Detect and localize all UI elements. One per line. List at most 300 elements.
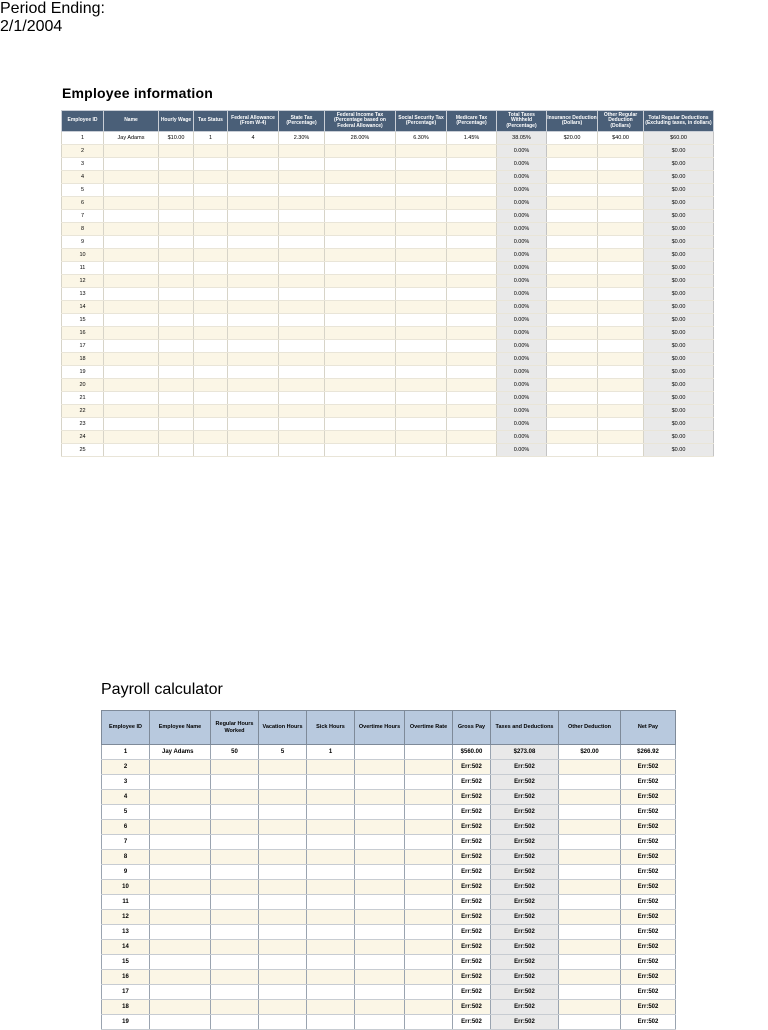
cell-overtime-hours[interactable] [355, 790, 405, 805]
cell-hourly-wage[interactable] [159, 145, 194, 158]
cell-social-security-tax[interactable] [396, 223, 447, 236]
cell-social-security-tax[interactable] [396, 171, 447, 184]
cell-federal-income-tax[interactable] [325, 223, 396, 236]
cell-insurance-deduction[interactable] [547, 366, 598, 379]
cell-sick-hours[interactable] [307, 925, 355, 940]
cell-other-deduction[interactable] [559, 865, 621, 880]
cell-social-security-tax[interactable] [396, 340, 447, 353]
cell-overtime-rate[interactable] [405, 790, 453, 805]
cell-employee-id[interactable]: 8 [102, 850, 150, 865]
cell-tax-status[interactable] [194, 340, 228, 353]
cell-federal-allowance[interactable] [228, 314, 279, 327]
cell-other-deduction[interactable] [559, 910, 621, 925]
cell-name[interactable]: Jay Adams [104, 132, 159, 145]
cell-employee-id[interactable]: 10 [102, 880, 150, 895]
cell-vacation-hours[interactable] [259, 1015, 307, 1030]
cell-medicare-tax[interactable] [447, 171, 497, 184]
cell-employee-name[interactable] [150, 925, 211, 940]
cell-employee-id[interactable]: 4 [102, 790, 150, 805]
cell-sick-hours[interactable] [307, 865, 355, 880]
cell-tax-status[interactable] [194, 184, 228, 197]
cell-regular-hours-worked[interactable] [211, 985, 259, 1000]
cell-sick-hours[interactable] [307, 880, 355, 895]
cell-regular-hours-worked[interactable] [211, 955, 259, 970]
cell-sick-hours[interactable] [307, 790, 355, 805]
cell-employee-id[interactable]: 19 [62, 366, 104, 379]
cell-medicare-tax[interactable] [447, 197, 497, 210]
cell-employee-id[interactable]: 12 [62, 275, 104, 288]
cell-overtime-hours[interactable] [355, 970, 405, 985]
cell-federal-allowance[interactable] [228, 327, 279, 340]
cell-employee-id[interactable]: 21 [62, 392, 104, 405]
cell-overtime-hours[interactable] [355, 955, 405, 970]
cell-name[interactable] [104, 197, 159, 210]
cell-social-security-tax[interactable] [396, 353, 447, 366]
cell-tax-status[interactable] [194, 392, 228, 405]
cell-other-regular-deduction[interactable] [598, 340, 644, 353]
cell-insurance-deduction[interactable] [547, 392, 598, 405]
cell-social-security-tax[interactable] [396, 444, 447, 457]
cell-hourly-wage[interactable] [159, 314, 194, 327]
cell-social-security-tax[interactable] [396, 210, 447, 223]
cell-gross-pay[interactable]: Err:502 [453, 820, 491, 835]
cell-employee-id[interactable]: 3 [102, 775, 150, 790]
cell-gross-pay[interactable]: Err:502 [453, 850, 491, 865]
cell-gross-pay[interactable]: Err:502 [453, 955, 491, 970]
cell-name[interactable] [104, 327, 159, 340]
cell-employee-id[interactable]: 10 [62, 249, 104, 262]
cell-other-regular-deduction[interactable] [598, 171, 644, 184]
cell-sick-hours[interactable] [307, 910, 355, 925]
cell-gross-pay[interactable]: Err:502 [453, 835, 491, 850]
cell-gross-pay[interactable]: Err:502 [453, 805, 491, 820]
cell-overtime-rate[interactable] [405, 805, 453, 820]
cell-employee-id[interactable]: 3 [62, 158, 104, 171]
cell-overtime-hours[interactable] [355, 805, 405, 820]
cell-regular-hours-worked[interactable] [211, 850, 259, 865]
cell-federal-income-tax[interactable] [325, 405, 396, 418]
cell-overtime-hours[interactable] [355, 775, 405, 790]
cell-name[interactable] [104, 353, 159, 366]
cell-insurance-deduction[interactable] [547, 405, 598, 418]
cell-net-pay[interactable]: Err:502 [621, 985, 676, 1000]
cell-federal-income-tax[interactable] [325, 197, 396, 210]
cell-net-pay[interactable]: Err:502 [621, 760, 676, 775]
period-ending-value[interactable]: 2/1/2004 [0, 18, 63, 35]
cell-regular-hours-worked[interactable] [211, 940, 259, 955]
cell-net-pay[interactable]: Err:502 [621, 880, 676, 895]
cell-other-deduction[interactable] [559, 835, 621, 850]
cell-social-security-tax[interactable] [396, 275, 447, 288]
cell-name[interactable] [104, 223, 159, 236]
cell-federal-income-tax[interactable] [325, 366, 396, 379]
cell-name[interactable] [104, 301, 159, 314]
cell-name[interactable] [104, 171, 159, 184]
cell-federal-income-tax[interactable] [325, 262, 396, 275]
cell-federal-allowance[interactable] [228, 210, 279, 223]
cell-federal-allowance[interactable] [228, 392, 279, 405]
cell-regular-hours-worked[interactable] [211, 880, 259, 895]
cell-insurance-deduction[interactable] [547, 353, 598, 366]
cell-employee-id[interactable]: 11 [62, 262, 104, 275]
cell-overtime-hours[interactable] [355, 940, 405, 955]
cell-other-regular-deduction[interactable] [598, 431, 644, 444]
cell-social-security-tax[interactable] [396, 327, 447, 340]
cell-regular-hours-worked[interactable] [211, 1015, 259, 1030]
cell-state-tax[interactable] [279, 210, 325, 223]
cell-gross-pay[interactable]: Err:502 [453, 775, 491, 790]
cell-other-deduction[interactable] [559, 850, 621, 865]
cell-employee-id[interactable]: 12 [102, 910, 150, 925]
cell-employee-id[interactable]: 22 [62, 405, 104, 418]
cell-medicare-tax[interactable] [447, 158, 497, 171]
cell-other-deduction[interactable] [559, 880, 621, 895]
cell-employee-id[interactable]: 1 [62, 132, 104, 145]
cell-federal-allowance[interactable] [228, 418, 279, 431]
cell-social-security-tax[interactable] [396, 405, 447, 418]
cell-employee-id[interactable]: 17 [102, 985, 150, 1000]
cell-gross-pay[interactable]: Err:502 [453, 1000, 491, 1015]
cell-hourly-wage[interactable] [159, 392, 194, 405]
cell-overtime-hours[interactable] [355, 760, 405, 775]
cell-name[interactable] [104, 249, 159, 262]
cell-other-deduction[interactable] [559, 925, 621, 940]
cell-other-regular-deduction[interactable] [598, 301, 644, 314]
cell-name[interactable] [104, 158, 159, 171]
cell-federal-allowance[interactable] [228, 236, 279, 249]
cell-state-tax[interactable] [279, 353, 325, 366]
cell-tax-status[interactable] [194, 249, 228, 262]
cell-sick-hours[interactable] [307, 955, 355, 970]
cell-name[interactable] [104, 184, 159, 197]
cell-other-regular-deduction[interactable] [598, 444, 644, 457]
cell-employee-id[interactable]: 7 [102, 835, 150, 850]
cell-state-tax[interactable] [279, 314, 325, 327]
cell-regular-hours-worked[interactable] [211, 775, 259, 790]
cell-name[interactable] [104, 418, 159, 431]
cell-net-pay[interactable]: Err:502 [621, 970, 676, 985]
cell-hourly-wage[interactable] [159, 444, 194, 457]
cell-employee-name[interactable] [150, 985, 211, 1000]
cell-net-pay[interactable]: Err:502 [621, 790, 676, 805]
cell-other-regular-deduction[interactable] [598, 184, 644, 197]
cell-medicare-tax[interactable] [447, 184, 497, 197]
cell-vacation-hours[interactable] [259, 880, 307, 895]
cell-federal-income-tax[interactable] [325, 184, 396, 197]
cell-gross-pay[interactable]: Err:502 [453, 790, 491, 805]
cell-social-security-tax[interactable] [396, 379, 447, 392]
cell-sick-hours[interactable]: 1 [307, 745, 355, 760]
cell-social-security-tax[interactable] [396, 249, 447, 262]
cell-net-pay[interactable]: $266.92 [621, 745, 676, 760]
cell-employee-id[interactable]: 14 [62, 301, 104, 314]
cell-medicare-tax[interactable]: 1.45% [447, 132, 497, 145]
cell-employee-name[interactable] [150, 1015, 211, 1030]
cell-net-pay[interactable]: Err:502 [621, 835, 676, 850]
cell-net-pay[interactable]: Err:502 [621, 865, 676, 880]
cell-employee-id[interactable]: 6 [102, 820, 150, 835]
cell-federal-allowance[interactable] [228, 301, 279, 314]
cell-net-pay[interactable]: Err:502 [621, 1000, 676, 1015]
cell-hourly-wage[interactable] [159, 353, 194, 366]
cell-medicare-tax[interactable] [447, 262, 497, 275]
cell-tax-status[interactable] [194, 145, 228, 158]
cell-state-tax[interactable] [279, 418, 325, 431]
cell-employee-id[interactable]: 15 [62, 314, 104, 327]
cell-employee-id[interactable]: 9 [102, 865, 150, 880]
cell-insurance-deduction[interactable] [547, 431, 598, 444]
cell-hourly-wage[interactable] [159, 288, 194, 301]
cell-overtime-rate[interactable] [405, 880, 453, 895]
cell-vacation-hours[interactable] [259, 790, 307, 805]
cell-insurance-deduction[interactable] [547, 184, 598, 197]
cell-medicare-tax[interactable] [447, 405, 497, 418]
cell-social-security-tax[interactable] [396, 145, 447, 158]
cell-social-security-tax[interactable] [396, 314, 447, 327]
cell-federal-allowance[interactable] [228, 366, 279, 379]
cell-net-pay[interactable]: Err:502 [621, 910, 676, 925]
cell-employee-name[interactable] [150, 850, 211, 865]
cell-other-regular-deduction[interactable] [598, 262, 644, 275]
cell-sick-hours[interactable] [307, 850, 355, 865]
cell-federal-income-tax[interactable] [325, 418, 396, 431]
cell-insurance-deduction[interactable] [547, 379, 598, 392]
cell-state-tax[interactable] [279, 223, 325, 236]
cell-social-security-tax[interactable] [396, 184, 447, 197]
cell-net-pay[interactable]: Err:502 [621, 940, 676, 955]
cell-insurance-deduction[interactable] [547, 314, 598, 327]
cell-overtime-hours[interactable] [355, 1015, 405, 1030]
cell-vacation-hours[interactable] [259, 775, 307, 790]
cell-vacation-hours[interactable] [259, 1000, 307, 1015]
cell-regular-hours-worked[interactable] [211, 1000, 259, 1015]
cell-medicare-tax[interactable] [447, 145, 497, 158]
cell-social-security-tax[interactable] [396, 197, 447, 210]
cell-tax-status[interactable] [194, 418, 228, 431]
cell-other-deduction[interactable] [559, 790, 621, 805]
cell-federal-income-tax[interactable]: 28.00% [325, 132, 396, 145]
cell-net-pay[interactable]: Err:502 [621, 1015, 676, 1030]
cell-insurance-deduction[interactable] [547, 171, 598, 184]
cell-hourly-wage[interactable] [159, 405, 194, 418]
cell-name[interactable] [104, 262, 159, 275]
cell-medicare-tax[interactable] [447, 392, 497, 405]
cell-other-regular-deduction[interactable] [598, 223, 644, 236]
cell-state-tax[interactable] [279, 288, 325, 301]
cell-sick-hours[interactable] [307, 1015, 355, 1030]
cell-hourly-wage[interactable] [159, 158, 194, 171]
cell-other-deduction[interactable] [559, 970, 621, 985]
cell-vacation-hours[interactable] [259, 985, 307, 1000]
cell-tax-status[interactable] [194, 444, 228, 457]
cell-other-deduction[interactable] [559, 805, 621, 820]
cell-net-pay[interactable]: Err:502 [621, 805, 676, 820]
cell-vacation-hours[interactable]: 5 [259, 745, 307, 760]
cell-federal-income-tax[interactable] [325, 392, 396, 405]
cell-medicare-tax[interactable] [447, 379, 497, 392]
cell-social-security-tax[interactable] [396, 301, 447, 314]
cell-federal-allowance[interactable] [228, 223, 279, 236]
cell-vacation-hours[interactable] [259, 760, 307, 775]
cell-state-tax[interactable] [279, 444, 325, 457]
cell-overtime-rate[interactable] [405, 865, 453, 880]
cell-other-deduction[interactable] [559, 940, 621, 955]
cell-regular-hours-worked[interactable] [211, 820, 259, 835]
cell-employee-id[interactable]: 2 [62, 145, 104, 158]
cell-federal-income-tax[interactable] [325, 379, 396, 392]
cell-federal-income-tax[interactable] [325, 288, 396, 301]
cell-other-regular-deduction[interactable] [598, 145, 644, 158]
cell-net-pay[interactable]: Err:502 [621, 820, 676, 835]
cell-overtime-hours[interactable] [355, 1000, 405, 1015]
cell-regular-hours-worked[interactable] [211, 865, 259, 880]
cell-insurance-deduction[interactable] [547, 236, 598, 249]
cell-tax-status[interactable] [194, 314, 228, 327]
cell-other-deduction[interactable] [559, 820, 621, 835]
cell-medicare-tax[interactable] [447, 301, 497, 314]
cell-overtime-rate[interactable] [405, 985, 453, 1000]
cell-hourly-wage[interactable] [159, 340, 194, 353]
cell-gross-pay[interactable]: Err:502 [453, 880, 491, 895]
cell-hourly-wage[interactable] [159, 249, 194, 262]
cell-name[interactable] [104, 431, 159, 444]
cell-name[interactable] [104, 275, 159, 288]
cell-medicare-tax[interactable] [447, 288, 497, 301]
cell-sick-hours[interactable] [307, 895, 355, 910]
cell-federal-income-tax[interactable] [325, 275, 396, 288]
cell-vacation-hours[interactable] [259, 835, 307, 850]
cell-federal-allowance[interactable]: 4 [228, 132, 279, 145]
cell-state-tax[interactable] [279, 197, 325, 210]
cell-social-security-tax[interactable] [396, 392, 447, 405]
cell-name[interactable] [104, 405, 159, 418]
cell-employee-id[interactable]: 13 [62, 288, 104, 301]
cell-state-tax[interactable] [279, 392, 325, 405]
cell-name[interactable] [104, 392, 159, 405]
cell-medicare-tax[interactable] [447, 249, 497, 262]
cell-insurance-deduction[interactable] [547, 158, 598, 171]
cell-employee-id[interactable]: 25 [62, 444, 104, 457]
cell-gross-pay[interactable]: Err:502 [453, 760, 491, 775]
cell-medicare-tax[interactable] [447, 366, 497, 379]
cell-other-deduction[interactable]: $20.00 [559, 745, 621, 760]
cell-tax-status[interactable]: 1 [194, 132, 228, 145]
cell-employee-id[interactable]: 18 [62, 353, 104, 366]
cell-name[interactable] [104, 236, 159, 249]
cell-vacation-hours[interactable] [259, 805, 307, 820]
cell-medicare-tax[interactable] [447, 444, 497, 457]
cell-tax-status[interactable] [194, 236, 228, 249]
cell-employee-name[interactable] [150, 1000, 211, 1015]
cell-federal-income-tax[interactable] [325, 210, 396, 223]
cell-overtime-hours[interactable] [355, 895, 405, 910]
cell-overtime-rate[interactable] [405, 745, 453, 760]
cell-regular-hours-worked[interactable] [211, 925, 259, 940]
cell-federal-income-tax[interactable] [325, 353, 396, 366]
cell-regular-hours-worked[interactable] [211, 970, 259, 985]
cell-federal-allowance[interactable] [228, 340, 279, 353]
cell-federal-allowance[interactable] [228, 444, 279, 457]
cell-name[interactable] [104, 210, 159, 223]
cell-gross-pay[interactable]: Err:502 [453, 985, 491, 1000]
cell-state-tax[interactable] [279, 236, 325, 249]
cell-federal-allowance[interactable] [228, 353, 279, 366]
cell-other-regular-deduction[interactable] [598, 418, 644, 431]
cell-state-tax[interactable] [279, 379, 325, 392]
cell-employee-name[interactable] [150, 955, 211, 970]
cell-employee-name[interactable] [150, 970, 211, 985]
cell-medicare-tax[interactable] [447, 327, 497, 340]
cell-net-pay[interactable]: Err:502 [621, 925, 676, 940]
cell-sick-hours[interactable] [307, 970, 355, 985]
cell-insurance-deduction[interactable] [547, 340, 598, 353]
cell-hourly-wage[interactable] [159, 366, 194, 379]
cell-federal-allowance[interactable] [228, 379, 279, 392]
cell-other-regular-deduction[interactable] [598, 210, 644, 223]
cell-other-deduction[interactable] [559, 955, 621, 970]
cell-insurance-deduction[interactable] [547, 210, 598, 223]
cell-medicare-tax[interactable] [447, 353, 497, 366]
cell-gross-pay[interactable]: Err:502 [453, 940, 491, 955]
cell-insurance-deduction[interactable] [547, 262, 598, 275]
cell-federal-income-tax[interactable] [325, 236, 396, 249]
cell-employee-id[interactable]: 20 [62, 379, 104, 392]
cell-tax-status[interactable] [194, 366, 228, 379]
cell-employee-name[interactable] [150, 880, 211, 895]
cell-regular-hours-worked[interactable]: 50 [211, 745, 259, 760]
cell-federal-allowance[interactable] [228, 275, 279, 288]
cell-state-tax[interactable] [279, 431, 325, 444]
cell-federal-income-tax[interactable] [325, 171, 396, 184]
cell-employee-id[interactable]: 23 [62, 418, 104, 431]
cell-hourly-wage[interactable] [159, 210, 194, 223]
cell-social-security-tax[interactable] [396, 262, 447, 275]
cell-vacation-hours[interactable] [259, 940, 307, 955]
cell-sick-hours[interactable] [307, 805, 355, 820]
cell-insurance-deduction[interactable] [547, 327, 598, 340]
cell-gross-pay[interactable]: Err:502 [453, 895, 491, 910]
cell-employee-id[interactable]: 2 [102, 760, 150, 775]
cell-state-tax[interactable]: 2.30% [279, 132, 325, 145]
cell-regular-hours-worked[interactable] [211, 790, 259, 805]
cell-hourly-wage[interactable] [159, 184, 194, 197]
cell-state-tax[interactable] [279, 171, 325, 184]
cell-regular-hours-worked[interactable] [211, 805, 259, 820]
cell-hourly-wage[interactable] [159, 171, 194, 184]
cell-overtime-rate[interactable] [405, 1015, 453, 1030]
cell-vacation-hours[interactable] [259, 955, 307, 970]
cell-vacation-hours[interactable] [259, 895, 307, 910]
cell-state-tax[interactable] [279, 275, 325, 288]
cell-state-tax[interactable] [279, 262, 325, 275]
cell-employee-id[interactable]: 18 [102, 1000, 150, 1015]
cell-employee-name[interactable] [150, 760, 211, 775]
cell-employee-name[interactable] [150, 835, 211, 850]
cell-hourly-wage[interactable] [159, 301, 194, 314]
cell-overtime-hours[interactable] [355, 910, 405, 925]
cell-other-regular-deduction[interactable] [598, 366, 644, 379]
cell-name[interactable] [104, 379, 159, 392]
cell-medicare-tax[interactable] [447, 418, 497, 431]
cell-sick-hours[interactable] [307, 1000, 355, 1015]
cell-hourly-wage[interactable] [159, 197, 194, 210]
cell-overtime-rate[interactable] [405, 895, 453, 910]
cell-employee-id[interactable]: 15 [102, 955, 150, 970]
cell-tax-status[interactable] [194, 171, 228, 184]
cell-name[interactable] [104, 366, 159, 379]
cell-overtime-hours[interactable] [355, 880, 405, 895]
cell-state-tax[interactable] [279, 145, 325, 158]
